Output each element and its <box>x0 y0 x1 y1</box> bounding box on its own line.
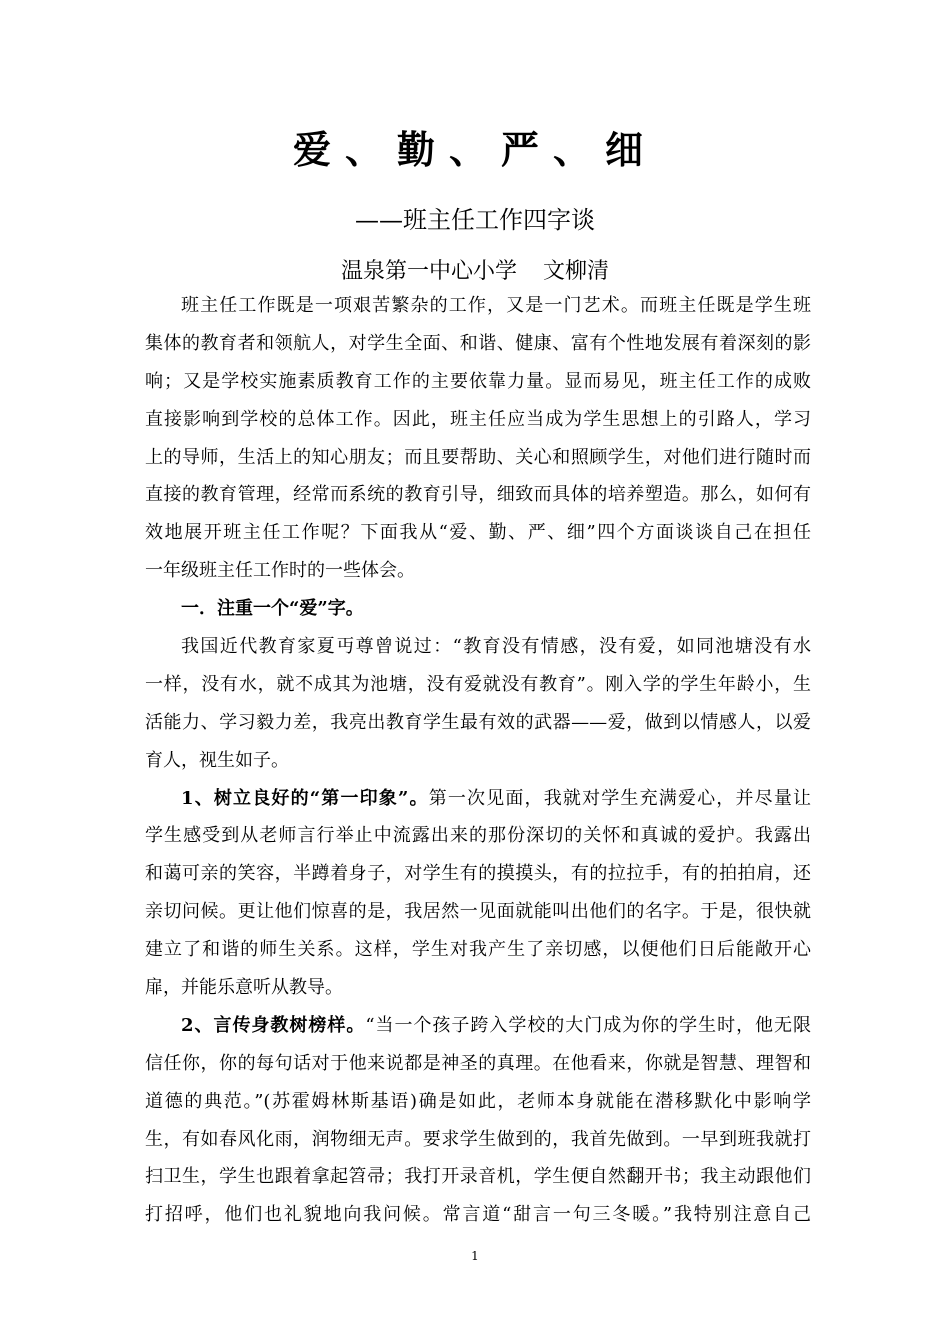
body-line: 打招呼，他们也礼貌地向我问候。常言道“甜言一句三冬暖。”我特别注意自己 <box>145 1204 811 1226</box>
document-body <box>145 287 811 1234</box>
body-line: 响；又是学校实施素质教育工作的主要依靠力量。显而易见，班主任工作的成败 <box>145 370 811 392</box>
body-line: 扫卫生，学生也跟着拿起笤帚；我打开录音机，学生便自然翻开书；我主动跟他们 <box>145 1166 811 1188</box>
body-line: 一年级班主任工作时的一些体会。 <box>145 560 415 582</box>
body-line <box>145 780 811 818</box>
body-line: 一样，没有水，就不成其为池塘，没有爱就没有教育”。刚入学的学生年龄小，生 <box>145 673 811 695</box>
body-line: 扉，并能乐意听从教导。 <box>145 977 343 999</box>
body-line: 效地展开班主任工作呢？下面我从“爱、勤、严、细”四个方面谈谈自己在担任 <box>145 522 811 544</box>
subsection-heading-role-model: 2、言传身教树榜样。 <box>181 1014 366 1036</box>
section-heading-love: 一．注重一个“爱”字。 <box>181 598 364 620</box>
body-line: 信任你，你的每句话对于他来说都是神圣的真理。在他看来，你就是智慧、理智和 <box>145 1052 811 1074</box>
author-line <box>0 252 950 292</box>
author-school: 温泉第一中心小学 <box>340 259 517 284</box>
body-line: 班主任工作既是一项艰苦繁杂的工作，又是一门艺术。而班主任既是学生班 <box>181 295 811 316</box>
body-line: 和蔼可亲的笑容，半蹲着身子，对学生有的摸摸头，有的拉拉手，有的拍拍肩，还 <box>145 863 811 885</box>
body-line-run: 第一次见面，我就对学生充满爱心，并尽量让 <box>428 787 811 809</box>
body-line: 直接的教育管理，经常而系统的教育引导，细致而具体的培养塑造。那么，如何有 <box>145 484 811 506</box>
subsection-heading-first-impression: 1、树立良好的“第一印象”。 <box>181 787 429 809</box>
body-line: 学生感受到从老师言行举止中流露出来的那份深切的关怀和真诚的爱护。我露出 <box>145 825 811 847</box>
page-number: 1 <box>471 1249 479 1263</box>
body-line: 活能力、学习毅力差，我亮出教育学生最有效的武器——爱，做到以情感人，以爱 <box>145 711 811 733</box>
body-line: 集体的教育者和领航人，对学生全面、和谐、健康、富有个性地发展有着深刻的影 <box>145 332 811 354</box>
body-line <box>145 1007 811 1045</box>
body-line: 育人，视生如子。 <box>145 749 289 771</box>
document-subtitle: ——班主任工作四字谈 <box>355 206 595 234</box>
body-line: 直接影响到学校的总体工作。因此，班主任应当成为学生思想上的引路人，学习 <box>145 408 811 430</box>
body-line: 道德的典范。”(苏霍姆林斯基语)确是如此，老师本身就能在潜移默化中影响学 <box>145 1090 811 1112</box>
body-line-run: “当一个孩子跨入学校的大门成为你的学生时，他无限 <box>365 1014 811 1036</box>
body-line: 亲切问候。更让他们惊喜的是，我居然一见面就能叫出他们的名字。于是，很快就 <box>145 901 811 923</box>
body-line: 我国近代教育家夏丏尊曾说过：“教育没有情感，没有爱，如同池塘没有水 <box>181 636 811 658</box>
body-line: 上的导师，生活上的知心朋友；而且要帮助、关心和照顾学生，对他们进行随时而 <box>145 446 811 468</box>
body-line: 建立了和谐的师生关系。这样，学生对我产生了亲切感，以便他们日后能敞开心 <box>145 939 811 961</box>
body-line: 生，有如春风化雨，润物细无声。要求学生做到的，我首先做到。一早到班我就打 <box>145 1128 811 1150</box>
author-name: 文柳清 <box>543 259 610 284</box>
document-title: 爱、勤、严、细 <box>292 127 657 172</box>
